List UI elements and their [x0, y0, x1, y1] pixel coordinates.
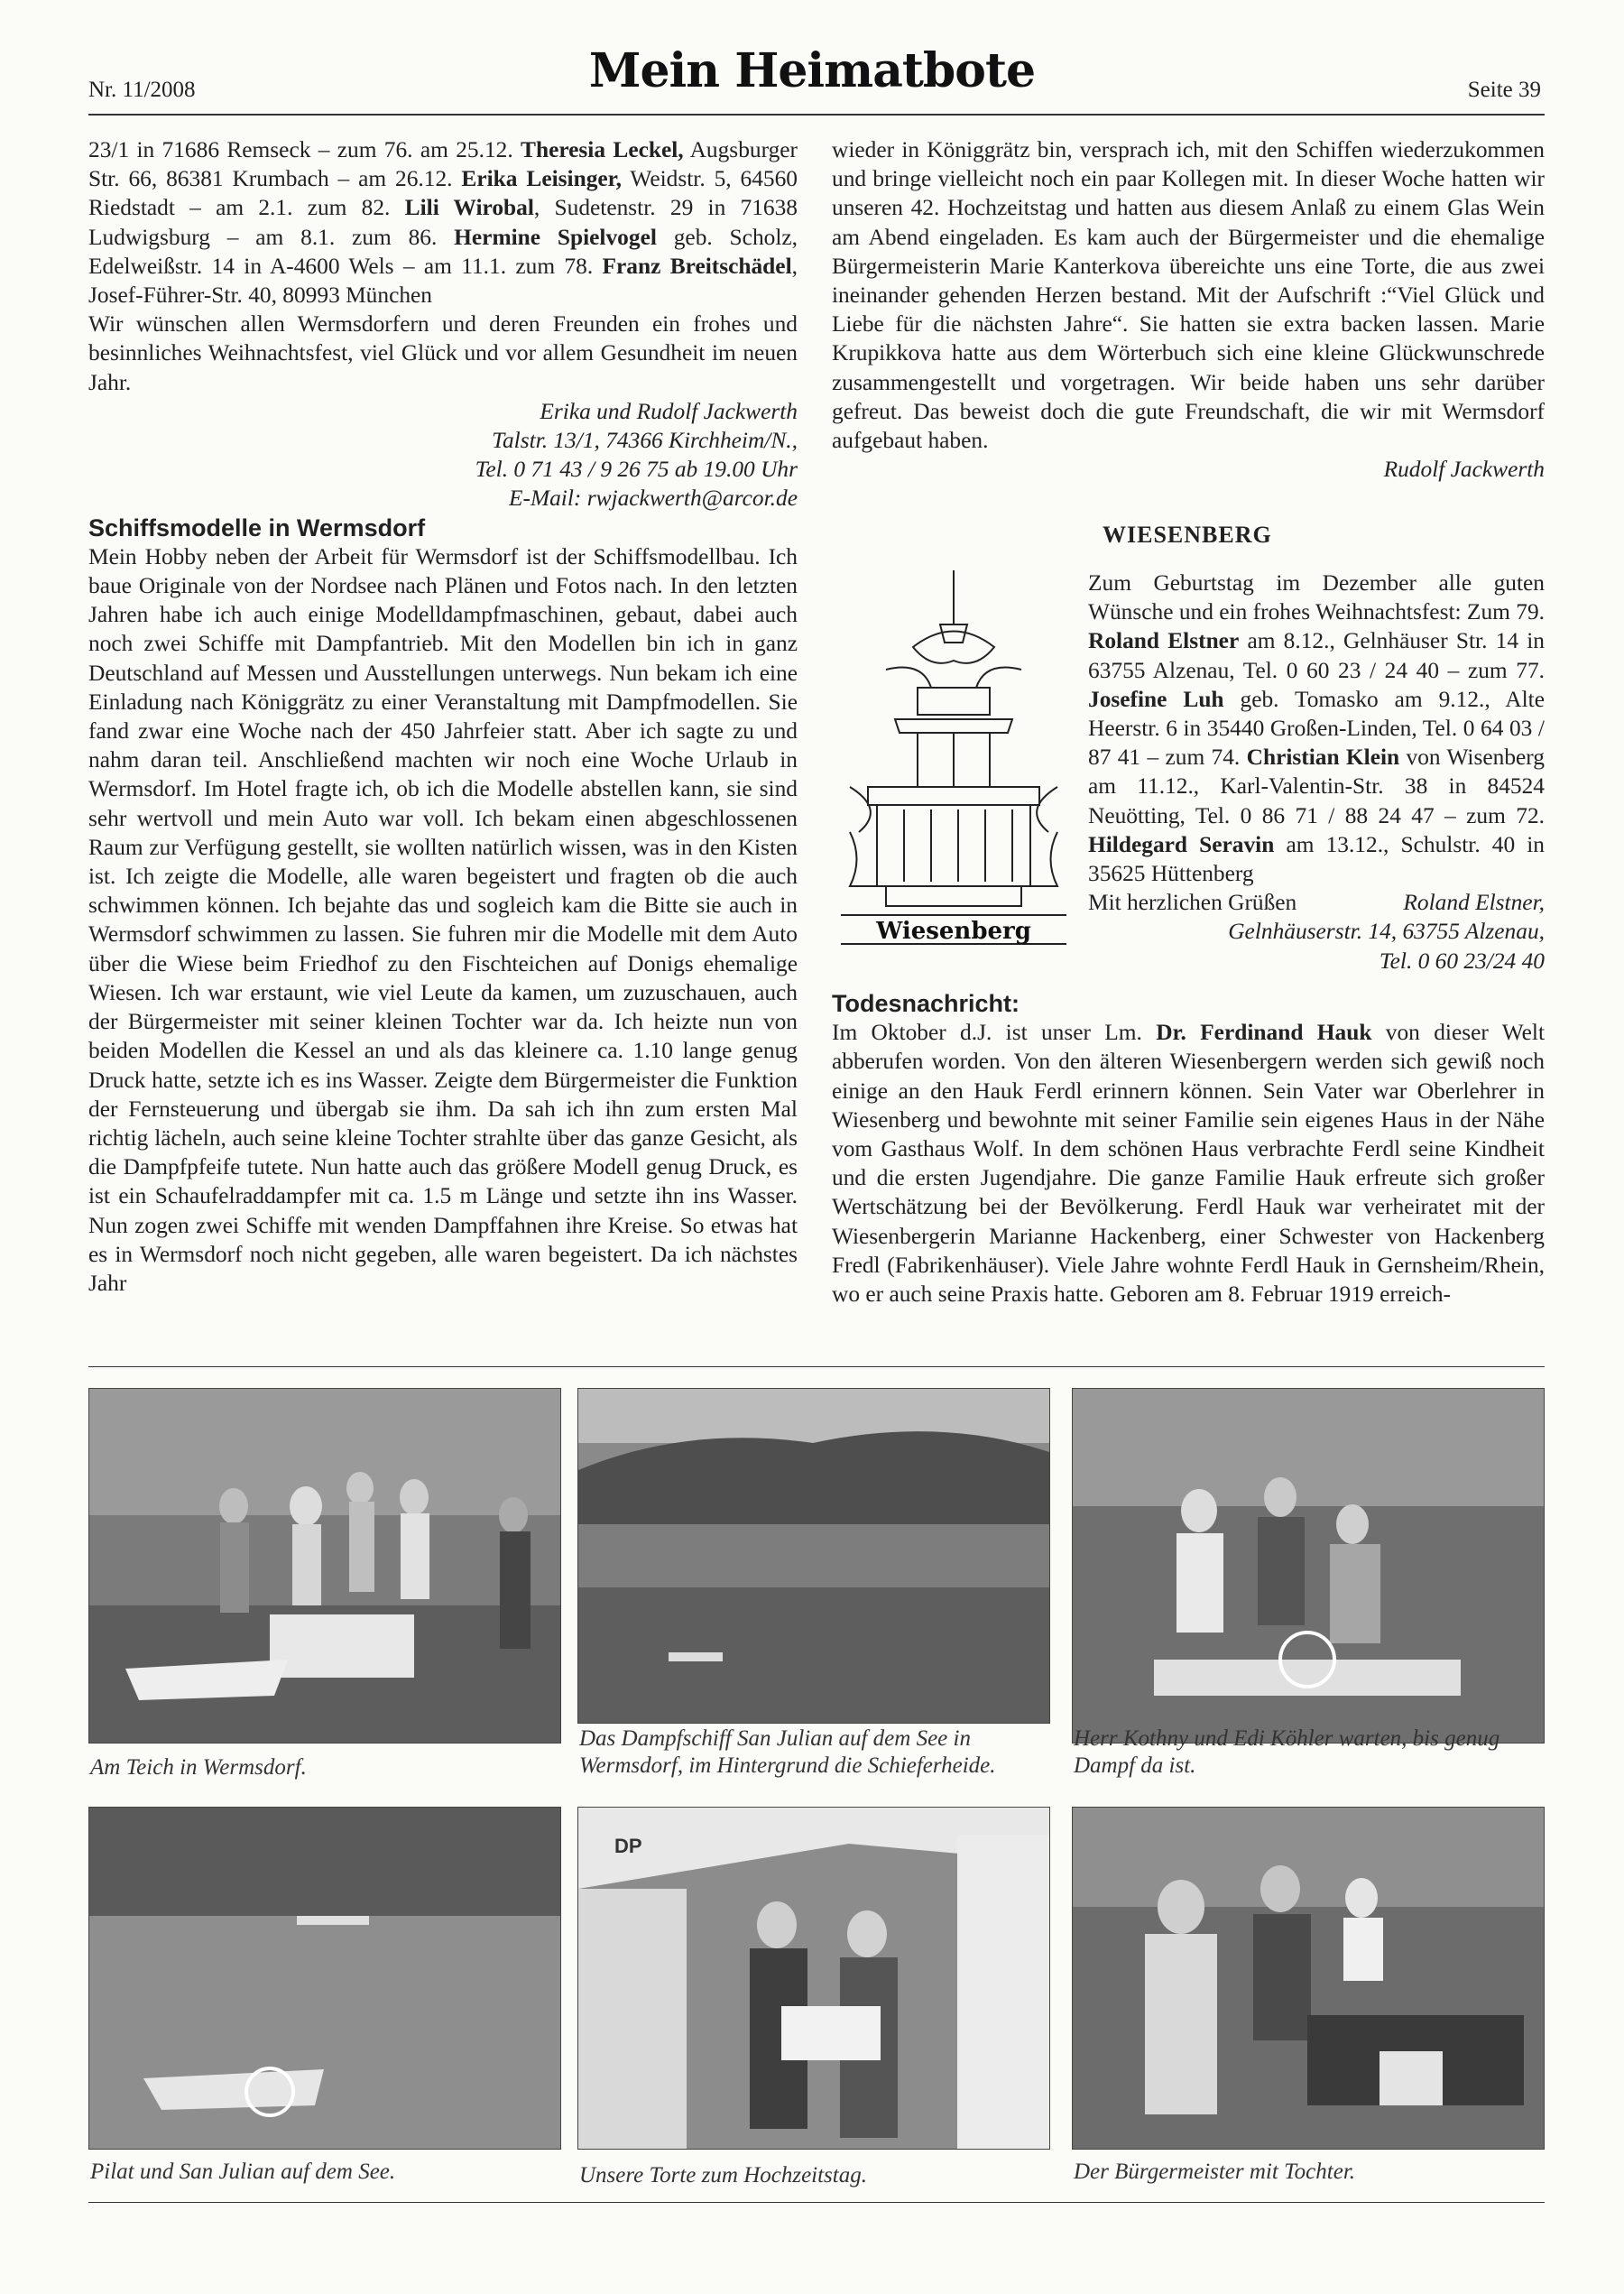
- birthday-list: 23/1 in 71686 Remseck – zum 76. am 25.12. Theresia Leckel, Augsburger Str. 66, 86381 Krumbach – am 26.12. Erika Leisinger, Weidstr. 5, 64560 Riedstadt – am 2.1. zum 82. Lili Wirobal, Sudetenstr. 29 in 71638 Ludwigsburg – am 8.1. zum 86. Hermine Spielvogel geb. Scholz, Edelweißstr. 14 in A-4600 Wels – am 11.1. zum 78. Franz Breitschädel, Josef-Führer-Str. 40, 80993 München: [88, 137, 798, 309]
- bold-name: Christian Klein: [1246, 745, 1400, 771]
- greetings-list: Zum Geburtstag im Dezember alle guten Wünsche und ein frohes Weihnachtsfest: Zum 79. Roland Elstner am 8.12., Gelnhäuser Str. 14 in 63755 Alzenau, Tel. 0 60 23 / 24 40 – zum 77. Josefine Luh geb. Tomasko am 9.12., Alte Heerstr. 6 in 35440 Großen-Linden, Tel. 0 64 03 / 87 41 – zum 74. Christian Klein von Wisenberg am 11.12., Karl-Valentin-Str. 38 in 84524 Neuötting, Tel. 0 86 71 / 88 24 47 – zum 72. Hildegard Seravin am 13.12., Schulstr. 40 in 35625 Hüttenberg: [1088, 570, 1546, 887]
- caption-cake: Unsere Torte zum Hochzeitstag.: [579, 2163, 867, 2188]
- greeting-text: Wir wünschen allen Wermsdorfern und deren Freunden ein frohes und besinnliches Weihnachtsfest, viel Glück und vor allem Gesundheit im neuen Jahr.: [88, 311, 798, 395]
- photo-paddle-steamer: [89, 1808, 560, 2149]
- page-number: Seite 39: [1467, 78, 1541, 102]
- article-continuation: wieder in Königgrätz bin, versprach ich, mit den Schiffen wiederzukommen und bringe vielleicht noch ein paar Kollegen mit. In dieser Woche hatten wir unseren 42. Hochzeitstag und hatten aus diesem Anlaß zu einem Glas Wein am Abend eingeladen. Es kam auch der Bürgermeister und die ehemalige Bürgermeisterin Marie Kanterkova übereichte uns eine Torte, die aus zwei ineinander gehenden Herzen bestand. Mit der Aufschrift :“Viel Glück und Liebe für die nächsten Jahre“. Sie hatten sie extra backen lassen. Marie Krupikkova hatte aus dem Wörterbuch sich eine kleine Glückwunschrede zusammengestellt und vorgetragen. Wir beide haben uns sehr darüber gefreut. Das beweist doch die gute Freundschaft, die wir mit Wermsdorf aufgebaut haben.: [832, 137, 1545, 454]
- article-body: Mein Hobby neben der Arbeit für Wermsdorf ist der Schiffsmodellbau. Ich baue Originale von der Nordsee nach Plänen und Fotos nach. In den letzten Jahren habe ich auch einige Modelldampfmaschinen, gebaut, dabei auch noch zwei Schiffe mit Dampfantrieb. Mit den Modellen bin ich in ganz Deutschland auf Messen und Ausstellungen unterwegs. Nun bekam ich eine Einladung nach Königgrätz zu einer Veranstaltung mit Dampfmodellen. Sie fand zwar eine Woche nach der 450 Jahrfeier statt. Aber ich sagte zu und nahm daran teil. Anschließend machten wir noch eine Woche Urlaub in Wermsdorf. Im Hotel fragte ich, ob ich die Modelle abstellen kann, sie sind sehr wertvoll und mein Auto war voll. Ich bekam einen abgeschlossenen Raum zur Verfügung gestellt, sie wollten natürlich wissen, was in den Kisten ist. Ich zeigte die Modelle, alle waren begeistert und fragten ob die auch schwimmen können. Ich bejahte das und sogleich kam die Bitte sie auch in Wermsdorf schwimmen zu lassen. Sie fuhren mir die Modelle mit dem Auto über die Wiese beim Friedhof zu den Fischteichen auf Donigs ehemalige Wiesen. Ich war erstaunt, wie viel Leute da kamen, um zuzuschauen, auch der Bürgermeister mit seiner kleinen Tochter war da. Ich heizte nun von beiden Modellen die Kessel an und als das kleinere ca. 1.10 lange genug Druck hatte, setzte ich es ins Wasser. Zeigte dem Bürgermeister die Funktion der Fernsteuerung und übergab sie ihm. Da sah ich ihn zum ersten Mal richtig lächeln, auch seine kleine Tochter strahlte über das ganze Gesicht, als die Dampfpfeife tutete. Nun hatte auch das größere Modell genug Druck, es ist ein Schaufelraddampfer mit ca. 1.5 m Länge und setzte ihn ins Wasser. Nun zogen zwei Schiffe mit wenden Dampffahnen ihre Kreise. So etwas hat es in Wermsdorf noch nicht gegeben, alle waren begeistert. Da ich nächstes Jahr: [88, 543, 798, 1296]
- photo-pond-wermsdorf: [88, 1388, 561, 1744]
- header-rule: [88, 114, 1545, 116]
- signature-phone: Tel. 0 71 43 / 9 26 75 ab 19.00 Uhr: [475, 457, 798, 483]
- signature-name: Erika und Rudolf Jackwerth: [540, 398, 798, 424]
- greetings-closing: Mit herzlichen Grüßen: [1088, 890, 1297, 916]
- masthead-title: Mein Heimatbote: [588, 43, 1036, 98]
- photo-section-rule: [88, 1366, 1545, 1367]
- issue-number: Nr. 11/2008: [88, 78, 196, 102]
- caption-boats-lake: Pilat und San Julian auf dem See.: [90, 2160, 396, 2184]
- obituary-body: Im Oktober d.J. ist unser Lm. Dr. Ferdinand Hauk von dieser Welt abberufen worden. Von den älteren Wiesenbergern werden sich gewiß noch einige an den Hauk Ferdl erinnern können. Sein Vater war Oberlehrer in Wiesenberg und bewohnte mit seiner Familie sein eigenes Haus in der Nähe vom Gasthaus Wolf. In dem schönen Haus verbrachte Ferdl seine Kindheit und die ersten Jugendjahre. Die ganze Familie Hauk erfreute sich großer Wertschätzung bei der Bevölkerung. Ferdl Hauk war verheiratet mit der Wiesenbergerin Marianne Hackenberg, einer Schwester von Hackenberg Fredl (Fabrikenhäuser). Viele Jahre wohnte Ferdl Hauk in Gernsheim/Rhein, wo er auch seine Praxis hatte. Geboren am 8. Februar 1919 erreich-: [832, 1020, 1546, 1308]
- bold-name: Dr. Ferdinand Hauk: [1156, 1020, 1372, 1046]
- article-signature: Rudolf Jackwerth: [1383, 457, 1545, 483]
- signature-address: Talstr. 13/1, 74366 Kirchheim/N.,: [492, 428, 798, 454]
- caption-mayor: Der Bürgermeister mit Tochter.: [1074, 2160, 1356, 2184]
- bold-name: Theresia Leckel,: [521, 137, 684, 162]
- section-heading-wiesenberg: WIESENBERG: [1103, 522, 1272, 548]
- photo-mayor-with-child: [1073, 1808, 1544, 2149]
- right-column: [832, 135, 1545, 484]
- left-column: [88, 135, 798, 1298]
- greetings-signature-name: Roland Elstner,: [1403, 890, 1545, 916]
- crest-label: Wiesenberg: [876, 918, 1031, 945]
- photo-waiting-for-steam: [1072, 1388, 1545, 1744]
- bold-name: Hermine Spielvogel: [454, 224, 657, 250]
- photo-wedding-cake: [577, 1807, 1050, 2150]
- caption-steamboat: Das Dampfschiff San Julian auf dem See in Wermsdorf, im Hintergrund die Schieferheide.: [579, 1726, 996, 1778]
- crest-drawing: [832, 561, 1075, 958]
- bold-name: Roland Elstner: [1088, 628, 1240, 654]
- photo-men-with-model: [1073, 1389, 1544, 1743]
- greetings-signature-phone: Tel. 0 60 23/24 40: [1379, 948, 1545, 974]
- bold-name: Erika Leisinger,: [461, 166, 622, 192]
- obituary-heading: Todesnachricht:: [832, 990, 1020, 1017]
- greetings-signature-address: Gelnhäuserstr. 14, 63755 Alzenau,: [1228, 919, 1545, 945]
- bold-name: Hildegard Seravin: [1088, 831, 1275, 857]
- bold-name: Franz Breitschädel: [602, 253, 792, 279]
- article-heading: Schiffsmodelle in Wermsdorf: [88, 513, 426, 541]
- cake-photo-sign-text: DP: [614, 1835, 642, 1857]
- photo-mayor-daughter: [1072, 1807, 1545, 2150]
- wiesenberg-greetings: [1088, 569, 1545, 976]
- signature-email: E-Mail: rwjackwerth@arcor.de: [509, 486, 798, 512]
- bold-name: Josefine Luh: [1088, 686, 1224, 712]
- photo-people-at-pond: [89, 1389, 560, 1743]
- caption-pond: Am Teich in Wermsdorf.: [90, 1755, 307, 1780]
- wiesenberg-crest: [832, 561, 1075, 958]
- obituary-section: [832, 989, 1545, 1309]
- photo-boats-on-lake: [88, 1807, 561, 2150]
- greetings-closing-line: [1088, 888, 1545, 917]
- caption-waiting: Herr Kothny und Edi Köhler warten, bis genug Dampf da ist.: [1074, 1726, 1500, 1778]
- photo-two-men-cake: [578, 1808, 1049, 2149]
- photo-lake-hills: [578, 1389, 1049, 1723]
- bold-name: Lili Wirobal: [404, 195, 534, 221]
- photo-steamboat-lake: [577, 1388, 1050, 1724]
- footer-rule: [88, 2202, 1545, 2203]
